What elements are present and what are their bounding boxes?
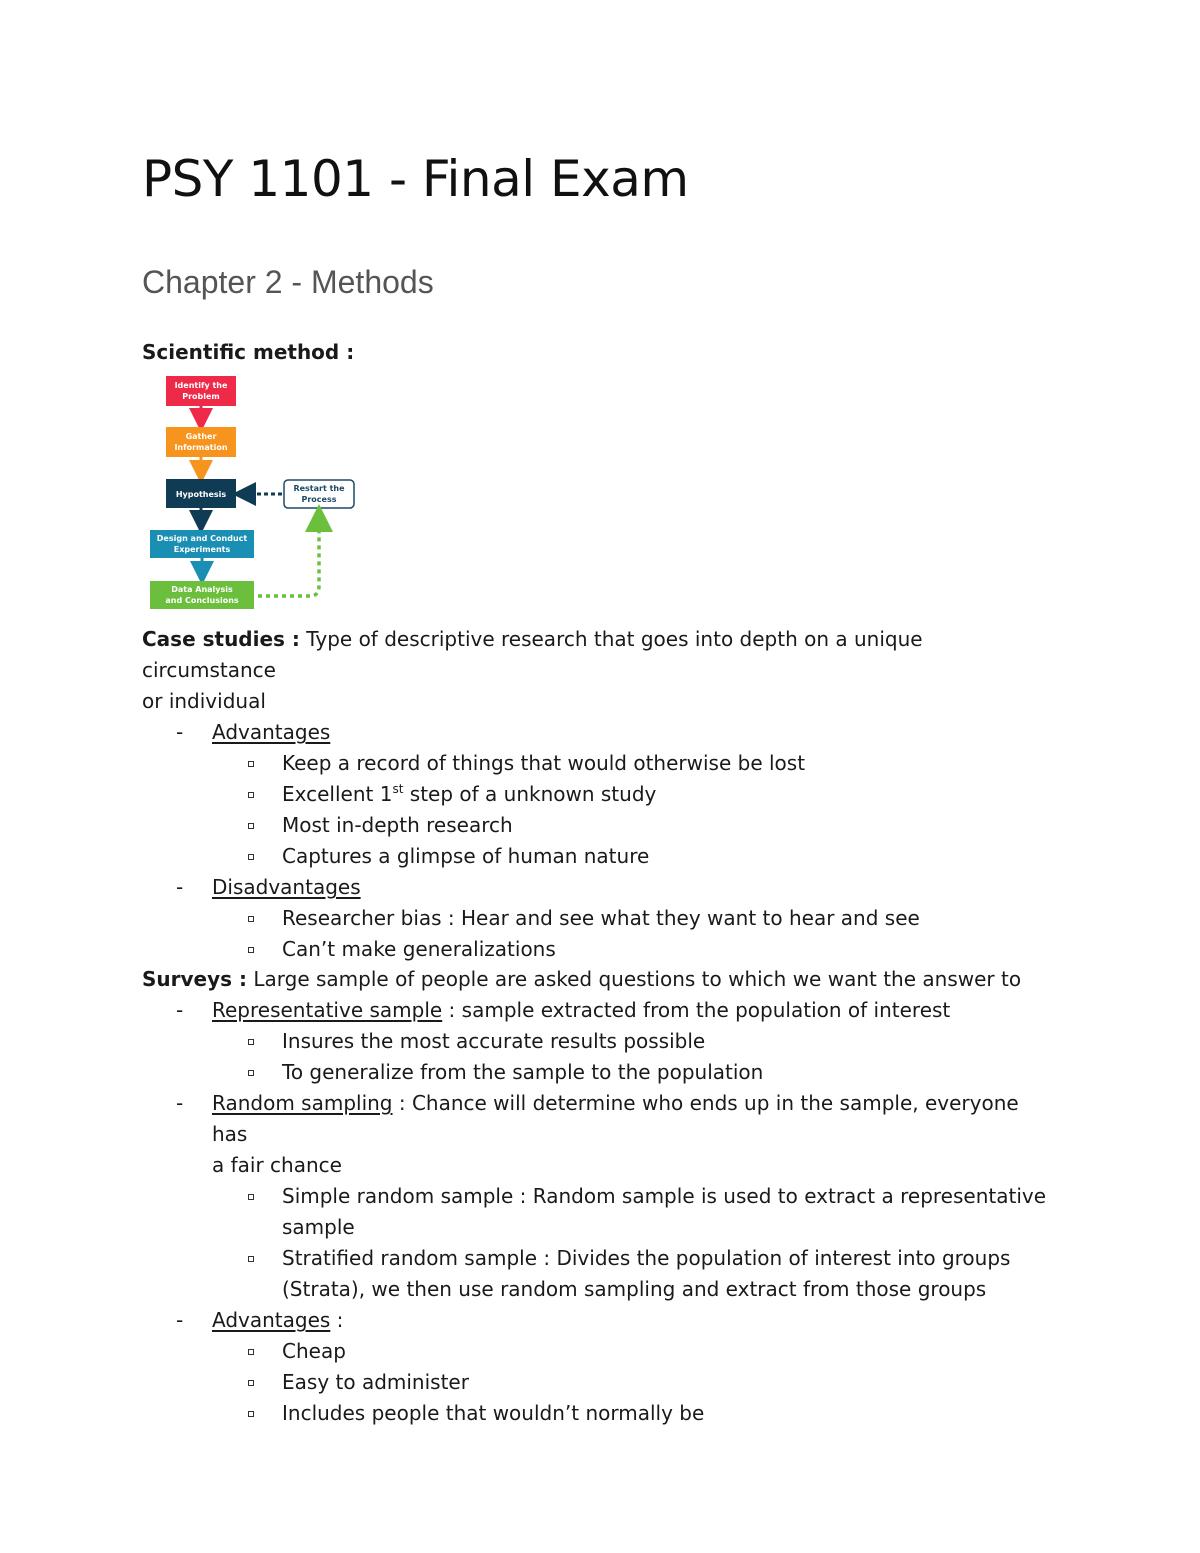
step1-label-line2: Problem [182,392,220,401]
surveys-advantages-suffix: : [330,1308,344,1332]
list-item [142,748,1052,779]
surveys-section [142,964,1052,1429]
representative-sample-item [142,995,1052,1026]
square-bullet-icon [248,1256,254,1262]
list-item-text: step of a unknown study [403,782,657,806]
surveys-definition [142,964,1052,995]
square-bullet-icon [248,792,254,798]
list-item [142,903,1052,934]
list-item-text-cont: (Strata), we then use random sampling and extract from those groups [282,1277,987,1301]
list-item [142,1243,1052,1305]
list-item-text: Most in-depth research [282,813,513,837]
scientific-method-heading [142,337,1052,368]
square-bullet-icon [248,916,254,922]
list-item [142,1057,1052,1088]
step2-label-line1: Gather [185,432,217,441]
step3-label: Hypothesis [175,490,227,499]
representative-sample-text: : sample extracted from the population of interest [442,998,951,1022]
dash: - [176,1091,184,1115]
case-studies-term: Case studies : [142,627,300,651]
case-studies-definition [142,624,1052,686]
list-item-text: Stratified random sample : Divides the population of interest into groups [282,1246,1011,1270]
list-item-text: Can’t make generalizations [282,937,556,961]
step4-label-line2: Experiments [173,545,231,554]
list-item-text: Easy to administer [282,1370,469,1394]
list-item-text: Captures a glimpse of human nature [282,844,650,868]
list-item-text: Excellent 1 [282,782,393,806]
arrow-loop-to-restart [258,518,319,596]
surveys-term: Surveys : [142,967,248,991]
case-studies-section [142,624,1052,965]
random-sampling-text-cont: a fair chance [212,1153,342,1177]
case-disadvantages-item [142,872,1052,903]
square-bullet-icon [248,761,254,767]
case-disadvantages-label: Disadvantages [212,875,361,899]
random-sampling-text: : Chance will determine who ends up in the sample, everyone has [212,1091,1019,1146]
list-item [142,779,1052,810]
list-item-text-cont: sample [282,1215,355,1239]
surveys-advantages-item [142,1305,1052,1336]
square-bullet-icon [248,1411,254,1417]
list-item-text: Simple random sample : Random sample is used to extract a representative [282,1184,1047,1208]
square-bullet-icon [248,1039,254,1045]
surveys-def-text: Large sample of people are asked questions to which we want the answer to [247,967,1022,991]
step4-label-line1: Design and Conduct [156,534,248,543]
list-item-text: Researcher bias : Hear and see what they want to hear and see [282,906,920,930]
dash: - [176,998,184,1022]
dash: - [176,875,184,899]
step1-label-line1: Identify the [174,381,228,390]
case-studies-def-line1: Type of descriptive research that goes into depth on a unique circumstance [142,627,923,682]
restart-label-line2: Process [301,495,337,504]
representative-sample-label: Representative sample [212,998,443,1022]
step5-label-line1: Data Analysis [171,585,233,594]
square-bullet-icon [248,947,254,953]
list-item-text: Keep a record of things that would otherwise be lost [282,751,806,775]
step2-label-line2: Information [174,443,228,452]
chapter-heading: Chapter 2 - Methods [142,264,434,300]
square-bullet-icon [248,823,254,829]
square-bullet-icon [248,854,254,860]
superscript: st [392,782,404,796]
dash: - [176,1308,184,1332]
list-item-text: Cheap [282,1339,346,1363]
list-item-text: Insures the most accurate results possible [282,1029,706,1053]
step5-label-line2: and Conclusions [165,596,239,605]
restart-label-line1: Restart the [293,484,345,493]
square-bullet-icon [248,1194,254,1200]
list-item [142,1336,1052,1367]
list-item [142,1181,1052,1243]
dash: - [176,720,184,744]
list-item [142,1398,1052,1429]
random-sampling-label: Random sampling [212,1091,393,1115]
list-item [142,841,1052,872]
list-item [142,934,1052,965]
case-advantages-label: Advantages [212,720,331,744]
page-title: PSY 1101 - Final Exam [142,150,689,208]
square-bullet-icon [248,1349,254,1355]
list-item-text: To generalize from the sample to the population [282,1060,764,1084]
square-bullet-icon [248,1380,254,1386]
list-item [142,1026,1052,1057]
list-item [142,1367,1052,1398]
list-item-text: Includes people that wouldn’t normally be [282,1401,705,1425]
random-sampling-item [142,1088,1052,1181]
surveys-advantages-label: Advantages [212,1308,331,1332]
case-studies-def-line2: or individual [142,689,266,713]
scientific-method-diagram [146,372,366,614]
square-bullet-icon [248,1070,254,1076]
list-item [142,810,1052,841]
scientific-method-label: Scientific method : [142,340,355,364]
case-advantages-item [142,717,1052,748]
